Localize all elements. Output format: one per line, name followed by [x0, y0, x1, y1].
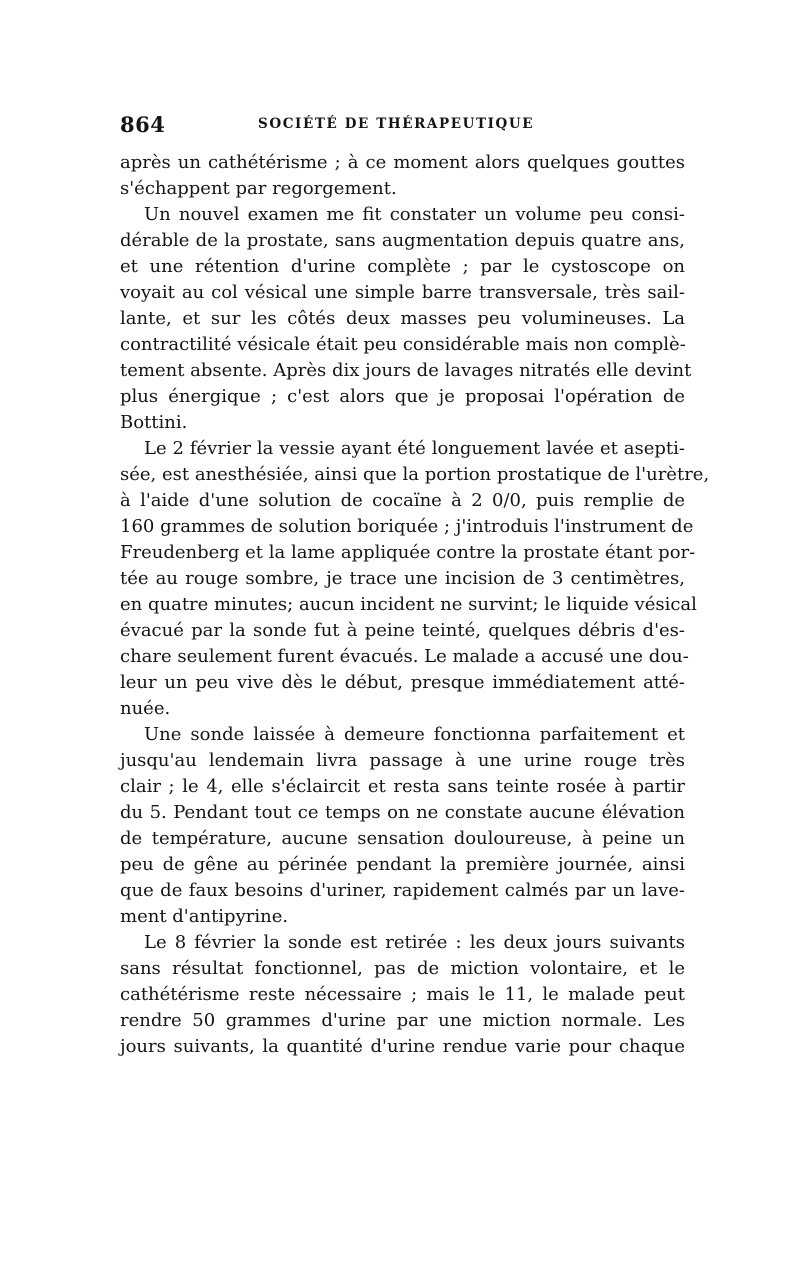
text-line: Le 2 février la vessie ayant été longuement lavée et asepti- — [144, 438, 685, 459]
text-line: chare seulement furent évacués. Le malade a accusé une dou- — [120, 646, 689, 667]
text-line: Le 8 février la sonde est retirée : les deux jours suivants — [144, 932, 685, 953]
text-line: Freudenberg et la lame appliquée contre la prostate étant por- — [120, 542, 696, 563]
text-line: en quatre minutes; aucun incident ne survint; le liquide vésical — [120, 594, 697, 615]
text-line: sée, est anesthésiée, ainsi que la portion prostatique de l'urètre, — [120, 464, 710, 485]
text-line: à l'aide d'une solution de cocaïne à 2 0/0, puis remplie de — [120, 490, 685, 511]
text-line: tée au rouge sombre, je trace une incision de 3 centimètres, — [120, 568, 685, 589]
text-line: peu de gêne au périnée pendant la première journée, ainsi — [120, 854, 685, 875]
text-line: Bottini. — [120, 412, 188, 433]
book-page — [120, 108, 710, 1057]
text-line: de température, aucune sensation douloureuse, à peine un — [120, 828, 685, 849]
text-line: voyait au col vésical une simple barre transversale, très sail- — [120, 282, 685, 303]
text-line: ment d'antipyrine. — [120, 906, 289, 927]
text-line: contractilité vésicale était peu considérable mais non complè- — [120, 334, 686, 355]
text-line: plus énergique ; c'est alors que je proposai l'opération de — [120, 386, 685, 407]
page-header — [120, 108, 685, 138]
text-line: leur un peu vive dès le début, presque immédiatement atté- — [120, 672, 685, 693]
text-line: que de faux besoins d'uriner, rapidement calmés par un lave- — [120, 880, 685, 901]
text-line: jusqu'au lendemain livra passage à une urine rouge très — [120, 750, 685, 771]
text-line: dérable de la prostate, sans augmentation depuis quatre ans, — [120, 230, 685, 251]
running-title: SOCIÉTÉ DE THÉRAPEUTIQUE — [258, 116, 535, 132]
text-line: lante, et sur les côtés deux masses peu volumineuses. La — [120, 308, 685, 329]
text-line: jours suivants, la quantité d'urine rendue varie pour chaque — [120, 1036, 685, 1057]
text-line: évacué par la sonde fut à peine teinté, quelques débris d'es- — [120, 620, 685, 641]
text-line: 160 grammes de solution boriquée ; j'introduis l'instrument de — [120, 516, 694, 537]
text-line: s'échappent par regorgement. — [120, 178, 397, 199]
text-line: et une rétention d'urine complète ; par le cystoscope on — [120, 256, 685, 277]
text-line: Un nouvel examen me fit constater un volume peu consi- — [144, 204, 685, 225]
text-line: nuée. — [120, 698, 171, 719]
text-line: cathétérisme reste nécessaire ; mais le 11, le malade peut — [120, 984, 685, 1005]
text-line: clair ; le 4, elle s'éclaircit et resta sans teinte rosée à partir — [120, 776, 685, 797]
body-text — [120, 150, 710, 1060]
page-number: 864 — [120, 112, 166, 137]
text-line: du 5. Pendant tout ce temps on ne constate aucune élévation — [120, 802, 685, 823]
text-line: rendre 50 grammes d'urine par une miction normale. Les — [120, 1010, 685, 1031]
text-line: sans résultat fonctionnel, pas de miction volontaire, et le — [120, 958, 685, 979]
text-line: tement absente. Après dix jours de lavages nitratés elle devint — [120, 360, 692, 381]
text-line: Une sonde laissée à demeure fonctionna parfaitement et — [144, 724, 685, 745]
text-line: après un cathétérisme ; à ce moment alors quelques gouttes — [120, 152, 685, 173]
